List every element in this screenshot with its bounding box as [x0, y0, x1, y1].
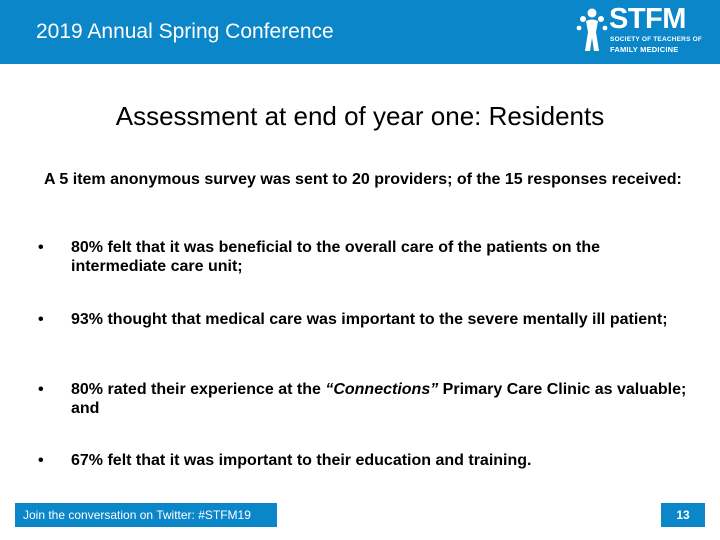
page-number-badge [661, 503, 705, 527]
bullet-text: 67% felt that it was important to their education and training. [71, 452, 532, 469]
logo-subtitle-line1: SOCIETY OF TEACHERS OF [610, 36, 703, 43]
stfm-person-icon [575, 7, 609, 55]
bullet-text [71, 380, 691, 418]
twitter-banner [15, 503, 277, 527]
stfm-wordmark: STFM [609, 3, 686, 35]
bullet-marker: • [38, 452, 44, 469]
connections-emphasis: “Connections” [325, 381, 439, 398]
bullet-marker: • [38, 239, 44, 256]
bullet-marker: • [38, 381, 44, 398]
stfm-logo [575, 3, 703, 57]
intro-text: A 5 item anonymous survey was sent to 20 providers; of the 15 responses received: [44, 171, 682, 188]
logo-subtitle-line2: FAMILY MEDICINE [610, 45, 679, 54]
page-number: 13 [676, 508, 690, 522]
bullet-text-end: Primary Care Clinic as valuable; and [71, 381, 687, 417]
header-bar [0, 0, 720, 64]
bullet-marker: • [38, 311, 44, 328]
bullet-text: 93% thought that medical care was important to the severe mentally ill patient; [71, 311, 668, 328]
conference-title: 2019 Annual Spring Conference [36, 20, 334, 43]
twitter-text: Join the conversation on Twitter: #STFM19 [23, 508, 251, 522]
bullet-text: 80% felt that it was beneficial to the overall care of the patients on the intermediate care unit; [71, 239, 601, 275]
bullet-text-start: 80% rated their experience at the [71, 381, 326, 398]
slide-title: Assessment at end of year one: Residents [115, 101, 605, 131]
